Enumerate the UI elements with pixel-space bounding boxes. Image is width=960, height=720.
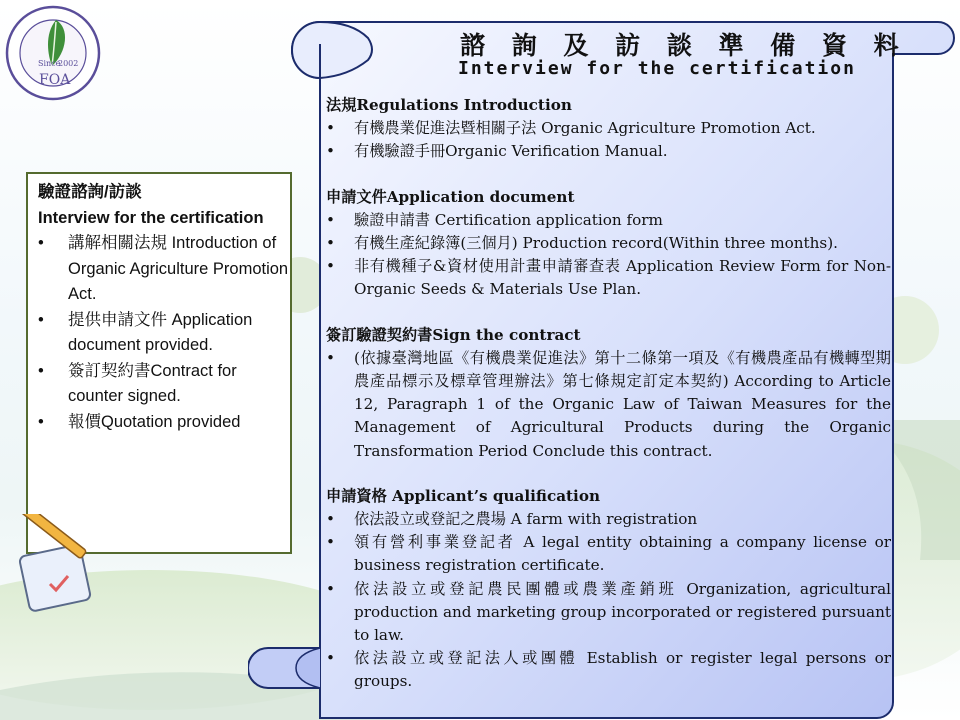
section-heading: 申請文件Application document (326, 187, 575, 206)
page-title-english: Interview for the certification (458, 58, 856, 79)
sidebar-list-item: • 簽訂契約書Contract for counter signed. (38, 359, 290, 410)
section-heading: 申請資格 Applicant’s qualification (326, 486, 600, 505)
section-sign-contract (326, 324, 891, 463)
page-title-chinese: 諮 詢 及 訪 談 準 備 資 料 (460, 31, 908, 60)
sidebar-list-item: • 講解相關法規 Introduction of Organic Agriculture Promotion Act. (38, 231, 290, 308)
foa-logo (4, 4, 102, 102)
sidebar-heading-english: Interview for the certification (38, 208, 264, 227)
list-item: • 依法設立或登記之農場 A farm with registration (326, 508, 891, 531)
section-heading: 法規Regulations Introduction (326, 96, 572, 114)
list-item: • (依據臺灣地區《有機農業促進法》第十二條第一項及《有機農產品有機轉型期農產品標示及標章管理辦法》第七條規定訂定本契約) According to Article 12, Paragraph 1 of the Organic Law of Taiwan Measures for the Management of Agricultural Products during the Organic Transformation Period Conclude this contract. (326, 347, 891, 463)
list-item: • 非有機種子&資材使用計畫申請審查表 Application Review Form for Non-Organic Seeds & Materials Use Plan. (326, 255, 891, 301)
notepad-pencil-icon (10, 514, 96, 614)
list-item: • 領有營利事業登記者 A legal entity obtaining a company license or business registration certificate. (326, 531, 891, 577)
sidebar-note-box (26, 172, 292, 554)
list-item: • 有機驗證手冊Organic Verification Manual. (326, 140, 891, 163)
sidebar-list-item: • 報價Quotation provided (38, 410, 290, 436)
main-content (326, 94, 891, 694)
logo-abbr: FOA (39, 72, 71, 88)
section-applicant-qualification (326, 485, 891, 694)
logo-since: Since (38, 59, 61, 68)
section-regulations (326, 94, 891, 164)
list-item: • 依法設立或登記農民團體或農業產銷班 Organization, agricultural production and marketing group incorporated or registered pursuant to law. (326, 578, 891, 648)
logo-year: 2002 (58, 59, 79, 68)
list-item: • 依法設立或登記法人或團體 Establish or register legal persons or groups. (326, 647, 891, 693)
sidebar-heading-chinese: 驗證諮詢/訪談 (38, 183, 142, 201)
sidebar-list-item: • 提供申請文件 Application document provided. (38, 308, 290, 359)
list-item: • 有機生產紀錄簿(三個月) Production record(Within three months). (326, 232, 891, 255)
list-item: • 驗證申請書 Certification application form (326, 209, 891, 232)
section-application-document (326, 186, 891, 302)
section-heading: 簽訂驗證契約書Sign the contract (326, 325, 581, 344)
list-item: • 有機農業促進法暨相關子法 Organic Agriculture Promotion Act. (326, 117, 891, 140)
